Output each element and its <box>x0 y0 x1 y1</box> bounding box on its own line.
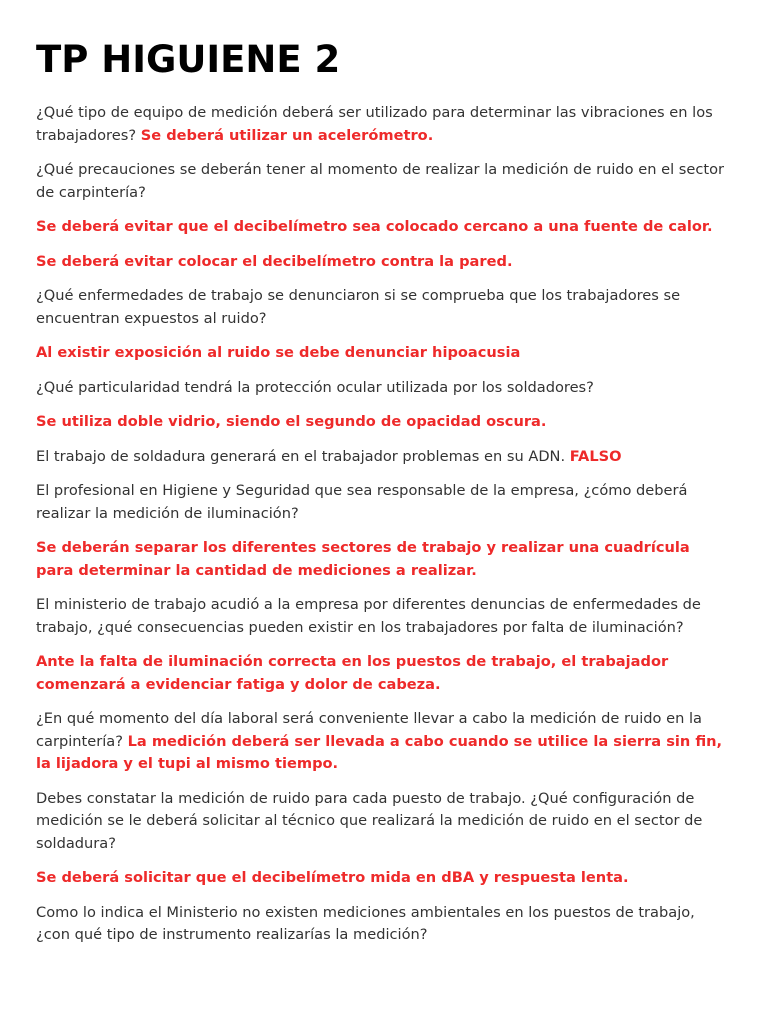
paragraph-3 <box>36 216 732 239</box>
page-title: TP HIGUIENE 2 <box>36 38 341 81</box>
answer-text: Se deberá solicitar que el decibelímetro mida en dBA y respuesta lenta. <box>36 869 629 886</box>
paragraph-17 <box>36 902 732 947</box>
paragraph-9 <box>36 446 732 469</box>
answer-text: Se utiliza doble vidrio, siendo el segundo de opacidad oscura. <box>36 413 547 430</box>
paragraph-8 <box>36 411 732 434</box>
paragraph-2 <box>36 159 732 204</box>
answer-text: Se deberán separar los diferentes sectores de trabajo y realizar una cuadrícula para determinar la cantidad de mediciones a realizar. <box>36 539 690 579</box>
paragraph-1 <box>36 102 732 147</box>
paragraph-6 <box>36 342 732 365</box>
paragraph-15 <box>36 788 732 856</box>
answer-text: Se deberá utilizar un acelerómetro. <box>140 126 434 144</box>
question-text: ¿Qué particularidad tendrá la protección ocular utilizada por los soldadores? <box>36 378 594 396</box>
answer-text: La medición deberá ser llevada a cabo cuando se utilice la sierra sin fin, la lijadora y el tupi al mismo tiempo. <box>36 732 723 772</box>
answer-text: Se deberá evitar que el decibelímetro sea colocado cercano a una fuente de calor. <box>36 218 713 235</box>
answer-text: Ante la falta de iluminación correcta en los puestos de trabajo, el trabajador comenzará a evidenciar fatiga y dolor de cabeza. <box>36 653 669 693</box>
paragraph-4 <box>36 251 732 274</box>
question-text: El trabajo de soldadura generará en el trabajador problemas en su ADN. <box>36 447 570 465</box>
question-text: El ministerio de trabajo acudió a la empresa por diferentes denuncias de enfermedades de trabajo, ¿qué consecuencias pueden existir en los trabajadores por falta de iluminación? <box>36 596 701 636</box>
answer-text: Al existir exposición al ruido se debe denunciar hipoacusia <box>36 344 521 361</box>
question-text: Debes constatar la medición de ruido para cada puesto de trabajo. ¿Qué configuración de medición se le deberá solicitar al técnico que realizará la medición de ruido en el sector de soldadura? <box>36 789 703 852</box>
question-text: ¿Qué tipo de equipo de medición deberá ser utilizado para determinar las vibraciones en los trabajadores? <box>36 104 713 144</box>
paragraph-7 <box>36 377 732 400</box>
paragraph-13 <box>36 651 732 696</box>
paragraph-12 <box>36 594 732 639</box>
question-text: ¿En qué momento del día laboral será conveniente llevar a cabo la medición de ruido en la carpintería? <box>36 710 702 750</box>
question-text: El profesional en Higiene y Seguridad que sea responsable de la empresa, ¿cómo deberá realizar la medición de iluminación? <box>36 482 688 522</box>
paragraph-16 <box>36 867 732 890</box>
paragraph-11 <box>36 537 732 582</box>
question-text: ¿Qué precauciones se deberán tener al momento de realizar la medición de ruido en el sector de carpintería? <box>36 161 725 201</box>
question-text: ¿Qué enfermedades de trabajo se denunciaron si se comprueba que los trabajadores se encuentran expuestos al ruido? <box>36 287 681 327</box>
question-text: Como lo indica el Ministerio no existen mediciones ambientales en los puestos de trabajo, ¿con qué tipo de instrumento realizarías la medición? <box>36 903 695 943</box>
answer-text: FALSO <box>569 447 622 465</box>
answer-text: Se deberá evitar colocar el decibelímetro contra la pared. <box>36 252 513 270</box>
paragraph-14 <box>36 708 732 776</box>
paragraph-5 <box>36 285 732 330</box>
paragraph-10 <box>36 480 732 525</box>
